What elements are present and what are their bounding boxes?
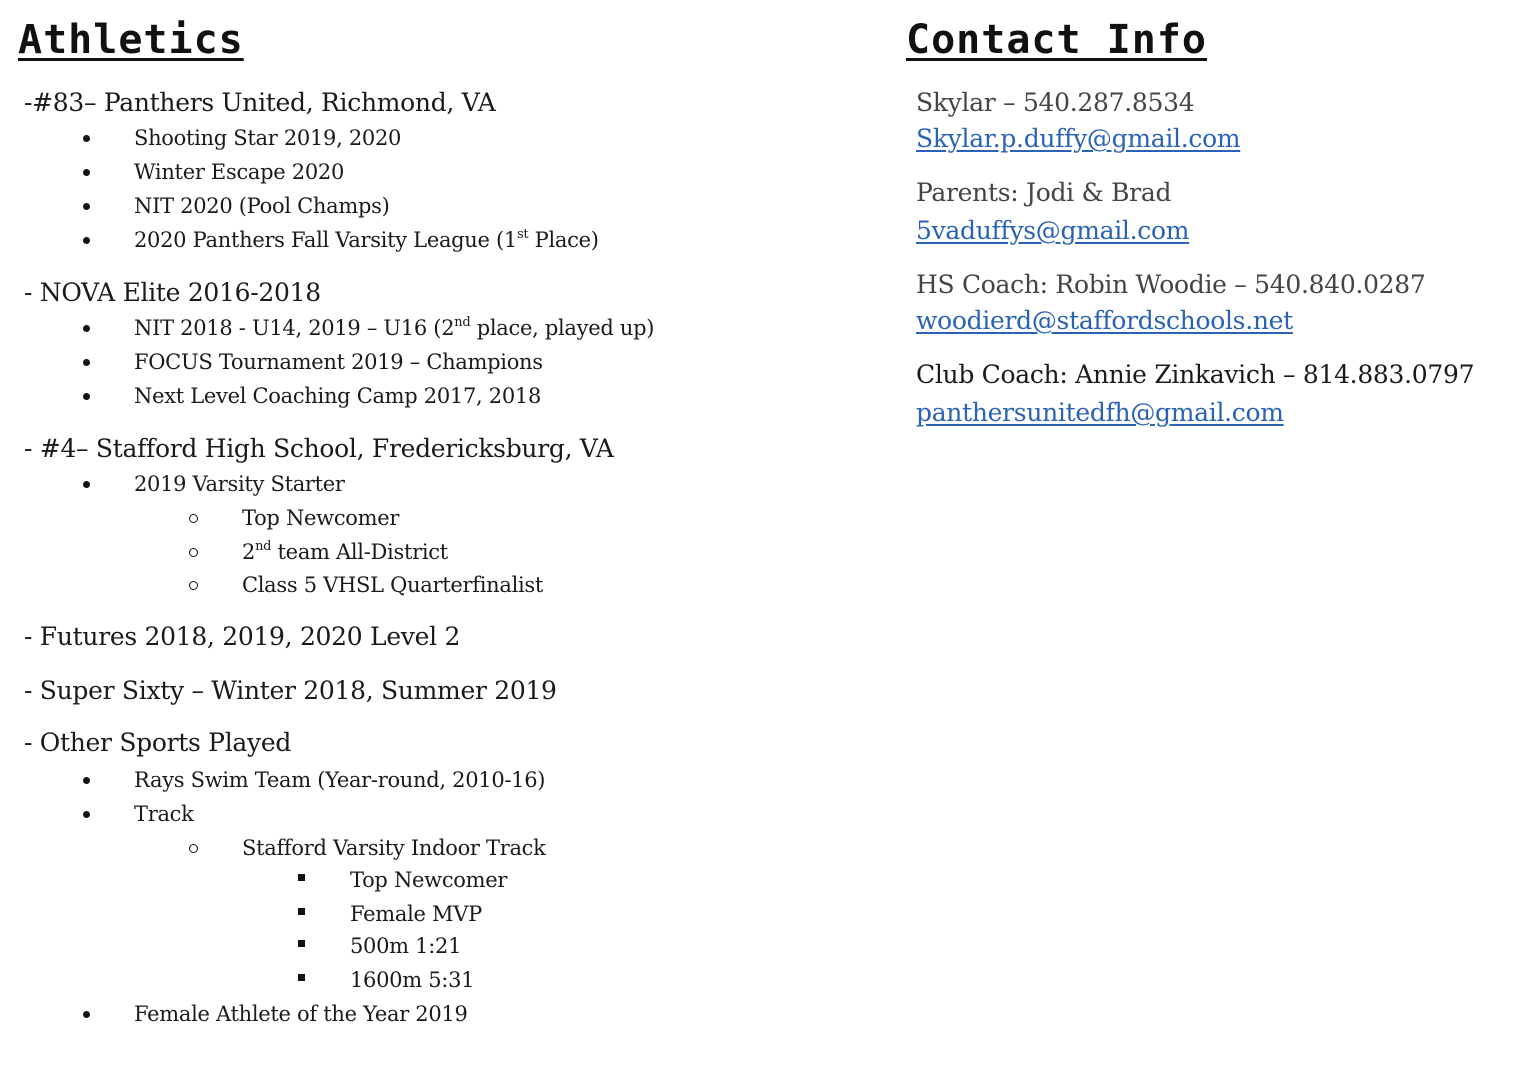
bullet-disc (83, 481, 90, 488)
list-item: Rays Swim Team (Year-round, 2010-16) (134, 768, 546, 792)
list-item: 2020 Panthers Fall Varsity League (1st Place) (134, 227, 599, 252)
stafford-title: - #4– Stafford High School, Fredericksburg, VA (24, 434, 614, 463)
list-item: 500m 1:21 (350, 934, 462, 958)
skylar-email-link[interactable]: Skylar.p.duffy@gmail.com (916, 124, 1241, 153)
skylar-phone: Skylar – 540.287.8534 (916, 88, 1195, 117)
list-item: Track (134, 802, 194, 826)
super-sixty-title: - Super Sixty – Winter 2018, Summer 2019 (24, 676, 557, 705)
bullet-circle (189, 844, 198, 853)
contact-heading: Contact Info (906, 17, 1207, 63)
bullet-disc (83, 1011, 90, 1018)
list-item: Next Level Coaching Camp 2017, 2018 (134, 384, 542, 408)
other-sports-title: - Other Sports Played (24, 728, 292, 757)
list-item: 1600m 5:31 (350, 968, 475, 992)
bullet-disc (83, 359, 90, 366)
bullet-disc (83, 777, 90, 784)
club-coach-email-link[interactable]: panthersunitedfh@gmail.com (916, 398, 1284, 427)
futures-title: - Futures 2018, 2019, 2020 Level 2 (24, 622, 461, 651)
list-item: 2019 Varsity Starter (134, 472, 345, 496)
parents-line: Parents: Jodi & Brad (916, 178, 1172, 207)
bullet-square (298, 874, 305, 881)
parents-email-link[interactable]: 5vaduffys@gmail.com (916, 216, 1190, 245)
athletics-heading: Athletics (18, 17, 244, 63)
list-item: Class 5 VHSL Quarterfinalist (242, 573, 544, 597)
bullet-disc (83, 811, 90, 818)
list-item: Stafford Varsity Indoor Track (242, 836, 546, 860)
list-item: Female Athlete of the Year 2019 (134, 1002, 468, 1026)
bullet-square (298, 940, 305, 947)
list-item: Winter Escape 2020 (134, 160, 345, 184)
bullet-circle (189, 548, 198, 557)
list-item: Top Newcomer (242, 506, 400, 530)
panthers-united-title: -#83– Panthers United, Richmond, VA (24, 88, 496, 117)
list-item: Female MVP (350, 902, 482, 926)
hs-coach-email-link[interactable]: woodierd@staffordschools.net (916, 306, 1293, 335)
list-item: NIT 2018 - U14, 2019 – U16 (2nd place, played up) (134, 315, 655, 340)
bullet-disc (83, 325, 90, 332)
bullet-square (298, 908, 305, 915)
list-item: Top Newcomer (350, 868, 508, 892)
bullet-circle (189, 514, 198, 523)
bullet-disc (83, 135, 90, 142)
bullet-disc (83, 169, 90, 176)
list-item: NIT 2020 (Pool Champs) (134, 194, 390, 218)
bullet-circle (189, 581, 198, 590)
nova-elite-title: - NOVA Elite 2016-2018 (24, 278, 321, 307)
bullet-square (298, 974, 305, 981)
hs-coach-line: HS Coach: Robin Woodie – 540.840.0287 (916, 270, 1426, 299)
list-item: Shooting Star 2019, 2020 (134, 126, 402, 150)
bullet-disc (83, 203, 90, 210)
bullet-disc (83, 393, 90, 400)
list-item: FOCUS Tournament 2019 – Champions (134, 350, 543, 374)
club-coach-line: Club Coach: Annie Zinkavich – 814.883.0797 (916, 360, 1475, 389)
list-item: 2nd team All-District (242, 539, 448, 564)
bullet-disc (83, 237, 90, 244)
